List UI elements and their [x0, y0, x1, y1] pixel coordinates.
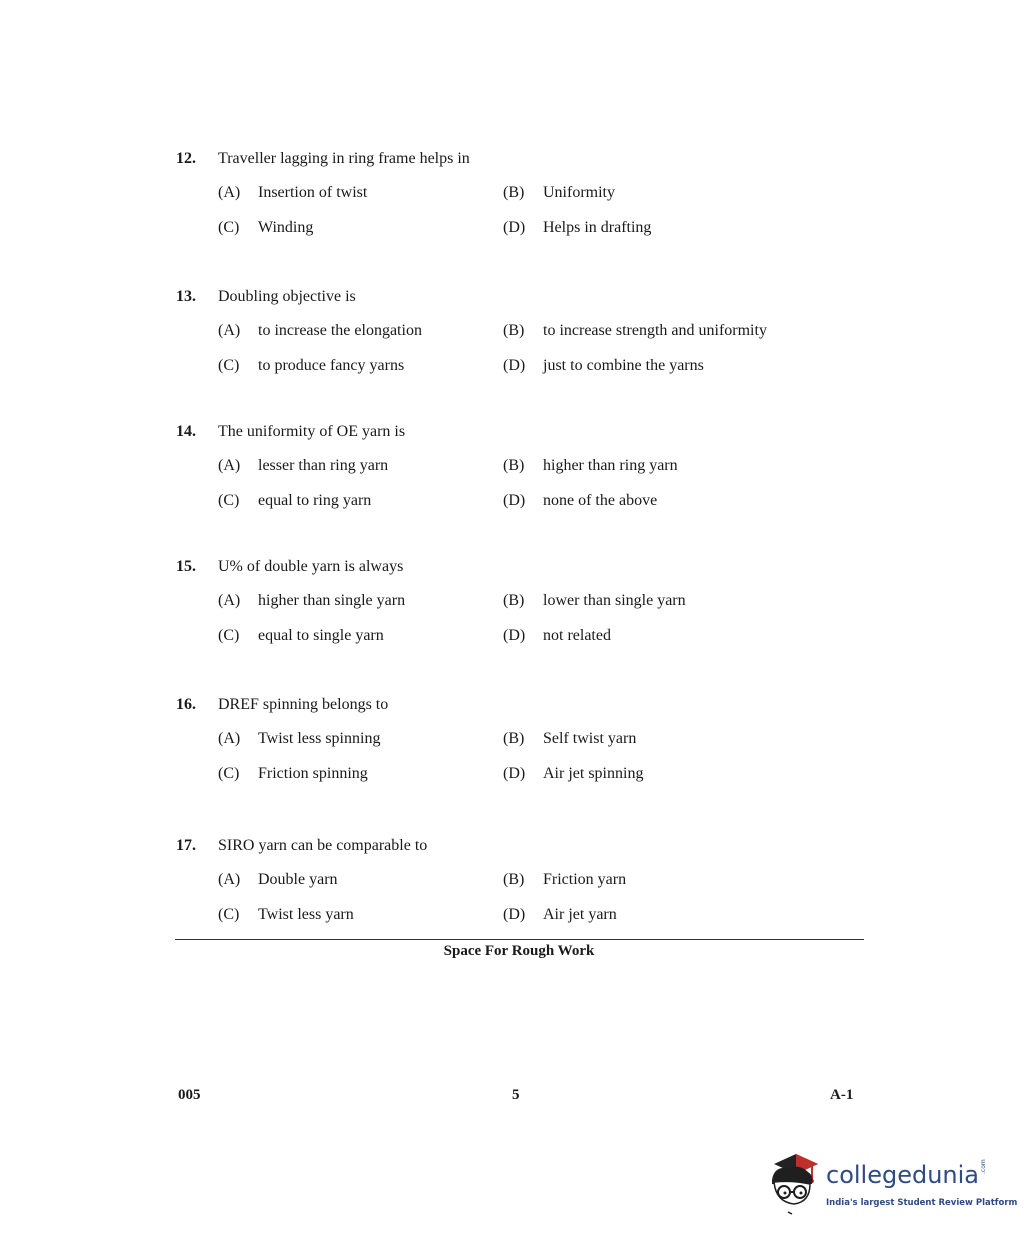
question-number: 13. — [176, 288, 196, 305]
option-letter: (A) — [218, 871, 241, 888]
option-text: Uniformity — [543, 184, 615, 201]
option-c — [218, 357, 404, 375]
option-letter: (C) — [218, 627, 240, 644]
option-text: Self twist yarn — [543, 730, 637, 747]
option-d — [503, 219, 651, 237]
logo-domain: .com — [980, 1159, 987, 1174]
option-text: lesser than ring yarn — [258, 457, 389, 474]
option-text: Helps in drafting — [543, 219, 652, 236]
option-text: higher than ring yarn — [543, 457, 678, 474]
question-stem: DREF spinning belongs to — [218, 696, 389, 713]
question-number: 17. — [176, 837, 196, 854]
paper-code: 005 — [178, 1087, 201, 1103]
option-a — [218, 322, 422, 340]
option-text: Friction yarn — [543, 871, 627, 888]
option-text: lower than single yarn — [543, 592, 686, 609]
option-letter: (C) — [218, 219, 240, 236]
option-b — [503, 184, 615, 202]
option-b — [503, 592, 686, 610]
option-letter: (D) — [503, 492, 526, 509]
option-text: to increase the elongation — [258, 322, 422, 339]
option-letter: (C) — [218, 357, 240, 374]
option-letter: (A) — [218, 457, 241, 474]
question-stem: Traveller lagging in ring frame helps in — [218, 150, 470, 167]
option-letter: (B) — [503, 322, 525, 339]
option-letter: (B) — [503, 592, 525, 609]
question-14 — [176, 423, 876, 533]
question-number: 12. — [176, 150, 196, 167]
logo-tagline: India's largest Student Review Platform — [826, 1198, 1018, 1208]
option-text: to increase strength and uniformity — [543, 322, 767, 339]
logo-wordmark: collegedunia — [826, 1161, 980, 1189]
option-b — [503, 871, 626, 889]
option-text: just to combine the yarns — [543, 357, 704, 374]
option-d — [503, 627, 611, 645]
option-b — [503, 322, 767, 340]
option-text: higher than single yarn — [258, 592, 406, 609]
option-d — [503, 357, 704, 375]
option-c — [218, 219, 313, 237]
option-a — [218, 457, 388, 475]
option-text: Air jet yarn — [543, 906, 617, 923]
option-c — [218, 492, 371, 510]
option-text: Twist less spinning — [258, 730, 381, 747]
option-letter: (D) — [503, 627, 526, 644]
option-text: Friction spinning — [258, 765, 368, 782]
option-a — [218, 730, 380, 748]
option-letter: (C) — [218, 765, 240, 782]
option-d — [503, 906, 617, 924]
option-letter: (B) — [503, 871, 525, 888]
option-a — [218, 184, 367, 202]
option-text: equal to ring yarn — [258, 492, 372, 509]
question-number: 16. — [176, 696, 196, 713]
question-15 — [176, 558, 876, 668]
option-letter: (A) — [218, 730, 241, 747]
option-letter: (D) — [503, 906, 526, 923]
option-letter: (B) — [503, 730, 525, 747]
mascot-icon — [766, 1150, 826, 1216]
option-letter: (C) — [218, 906, 240, 923]
option-text: none of the above — [543, 492, 658, 509]
option-letter: (D) — [503, 357, 526, 374]
question-16 — [176, 696, 876, 806]
option-a — [218, 871, 338, 889]
option-c — [218, 627, 384, 645]
option-text: equal to single yarn — [258, 627, 384, 644]
option-letter: (C) — [218, 492, 240, 509]
divider-line — [175, 939, 864, 940]
question-number: 15. — [176, 558, 196, 575]
question-stem: Doubling objective is — [218, 288, 356, 305]
question-13 — [176, 288, 876, 398]
page-number: 5 — [512, 1087, 520, 1103]
question-number: 14. — [176, 423, 196, 440]
option-letter: (B) — [503, 457, 525, 474]
rough-work-heading: Space For Rough Work — [443, 943, 595, 959]
option-c — [218, 906, 354, 924]
question-12 — [176, 150, 876, 260]
option-text: Double yarn — [258, 871, 338, 888]
question-17 — [176, 837, 876, 947]
option-text: Insertion of twist — [258, 184, 368, 201]
option-c — [218, 765, 368, 783]
option-text: Air jet spinning — [543, 765, 644, 782]
option-d — [503, 765, 643, 783]
option-text: not related — [543, 627, 611, 644]
collegedunia-logo — [766, 1150, 1018, 1220]
option-text: Twist less yarn — [258, 906, 354, 923]
option-b — [503, 457, 678, 475]
question-stem: U% of double yarn is always — [218, 558, 404, 575]
question-stem: SIRO yarn can be comparable to — [218, 837, 428, 854]
option-d — [503, 492, 657, 510]
series-code: A-1 — [830, 1087, 854, 1103]
option-letter: (D) — [503, 765, 526, 782]
option-letter: (D) — [503, 219, 526, 236]
option-letter: (A) — [218, 184, 241, 201]
option-letter: (A) — [218, 592, 241, 609]
question-stem: The uniformity of OE yarn is — [218, 423, 406, 440]
option-a — [218, 592, 405, 610]
option-text: to produce fancy yarns — [258, 357, 405, 374]
option-text: Winding — [258, 219, 314, 236]
option-letter: (B) — [503, 184, 525, 201]
option-b — [503, 730, 636, 748]
option-letter: (A) — [218, 322, 241, 339]
